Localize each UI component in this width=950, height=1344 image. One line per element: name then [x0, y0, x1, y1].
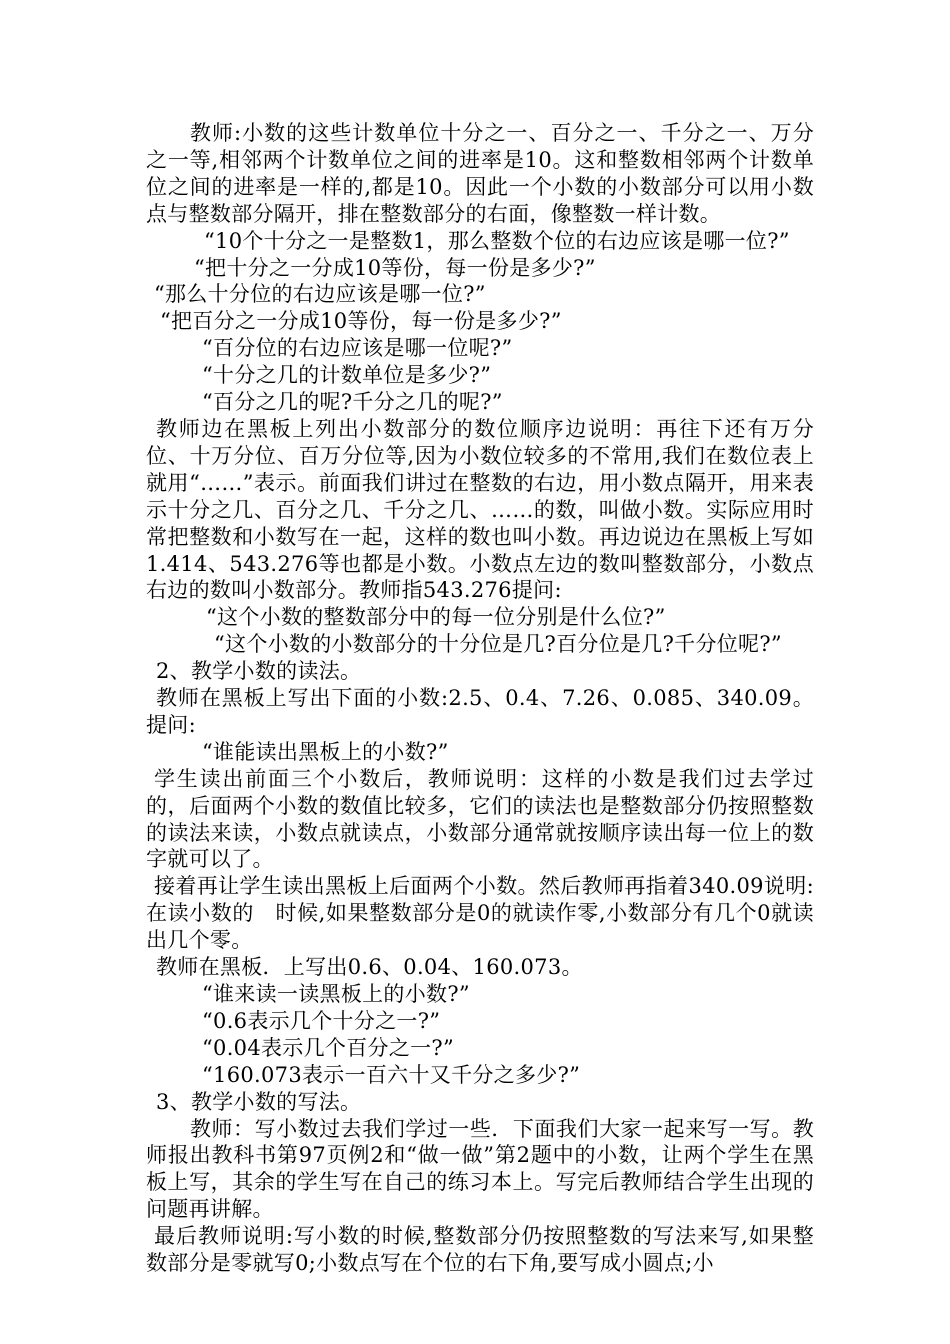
paragraph-question-tenths-right: “那么十分位的右边应该是哪一位?” [154, 282, 486, 307]
paragraph-question-decimal-places: “这个小数的小数部分的十分位是几?百分位是几?千分位呢?” [214, 632, 782, 657]
paragraph-question-ones-right: “10个十分之一是整数1，那么整数个位的右边应该是哪一位?” [204, 228, 790, 253]
section-heading-writing: 3、教学小数的写法。 [156, 1089, 362, 1114]
document-body [146, 120, 814, 1277]
paragraph-teacher-explanation: 教师:小数的这些计数单位十分之一、百分之一、千分之一、万分之一等,相邻两个计数单位之间的进率是10。这和整数相邻两个计数单位之间的进率是一样的,都是10。因此一个小数的小数部分可以用小数点与整数部分隔开，排在整数部分的右面，像整数一样计数。 [146, 121, 814, 226]
paragraph-question-integer-places: “这个小数的整数部分中的每一位分别是什么位?” [206, 605, 666, 630]
paragraph-question-hundredth-split: “把百分之一分成10等份，每一份是多少?” [160, 309, 562, 334]
paragraph-question-160-073: “160.073表示一百六十又千分之多少?” [202, 1062, 581, 1087]
section-heading-reading: 2、教学小数的读法。 [156, 659, 362, 684]
paragraph-writing-rules: 最后教师说明:写小数的时候,整数部分仍按照整数的写法来写,如果整数部分是零就写0;小数点写在个位的右下角,要写成小圆点;小 [146, 1224, 814, 1276]
paragraph-question-hundredths-unit: “百分之几的呢?千分之几的呢?” [202, 390, 503, 415]
paragraph-place-value-explanation: 教师边在黑板上列出小数部分的数位顺序边说明：再往下还有万分位、十万分位、百万分位等,因为小数位较多的不常用,我们在数位表上就用“……”表示。前面我们讲过在整数的右边，用小数点隔开，用来表示十分之几、百分之几、千分之几、……的数，叫做小数。实际应用时常把整数和小数写在一起，这样的数也叫小数。再边说边在黑板上写如1.414、543.276等也都是小数。小数点左边的数叫整数部分，小数点右边的数叫小数部分。教师指543.276提问: [146, 416, 814, 603]
paragraph-question-tenths-unit: “十分之几的计数单位是多少?” [202, 363, 492, 388]
paragraph-question-0-6: “0.6表示几个十分之一?” [202, 1008, 441, 1033]
paragraph-question-0-04: “0.04表示几个百分之一?” [202, 1035, 454, 1060]
paragraph-write-more-decimals: 教师在黑板．上写出0.6、0.04、160.073。 [156, 955, 583, 980]
paragraph-reading-zero: 接着再让学生读出黑板上后面两个小数。然后教师再指着340.09说明:在读小数的 时候,如果整数部分是0的就读作零,小数部分有几个0就读出几个零。 [146, 874, 814, 953]
paragraph-question-tenth-split: “把十分之一分成10等份，每一份是多少?” [194, 255, 596, 280]
paragraph-question-read-board: “谁能读出黑板上的小数?” [202, 739, 449, 764]
paragraph-question-who-reads: “谁来读一读黑板上的小数?” [202, 982, 470, 1006]
paragraph-reading-explanation: 学生读出前面三个小数后，教师说明：这样的小数是我们过去学过的，后面两个小数的数值比较多，它们的读法也是整数部分仍按照整数的读法来读，小数点就读点，小数部分通常就按顺序读出每一位上的数字就可以了。 [146, 766, 814, 872]
paragraph-write-decimals: 教师在黑板上写出下面的小数:2.5、0.4、7.26、0.085、340.09。提问: [146, 686, 814, 737]
paragraph-writing-practice: 教师：写小数过去我们学过一些．下面我们大家一起来写一写。教师报出教科书第97页例2和“做一做”第2题中的小数，让两个学生在黑板上写，其余的学生写在自己的练习本上。写完后教师结合学生出现的问题再讲解。 [146, 1116, 814, 1222]
paragraph-question-hundredths-right: “百分位的右边应该是哪一位呢?” [202, 336, 513, 361]
